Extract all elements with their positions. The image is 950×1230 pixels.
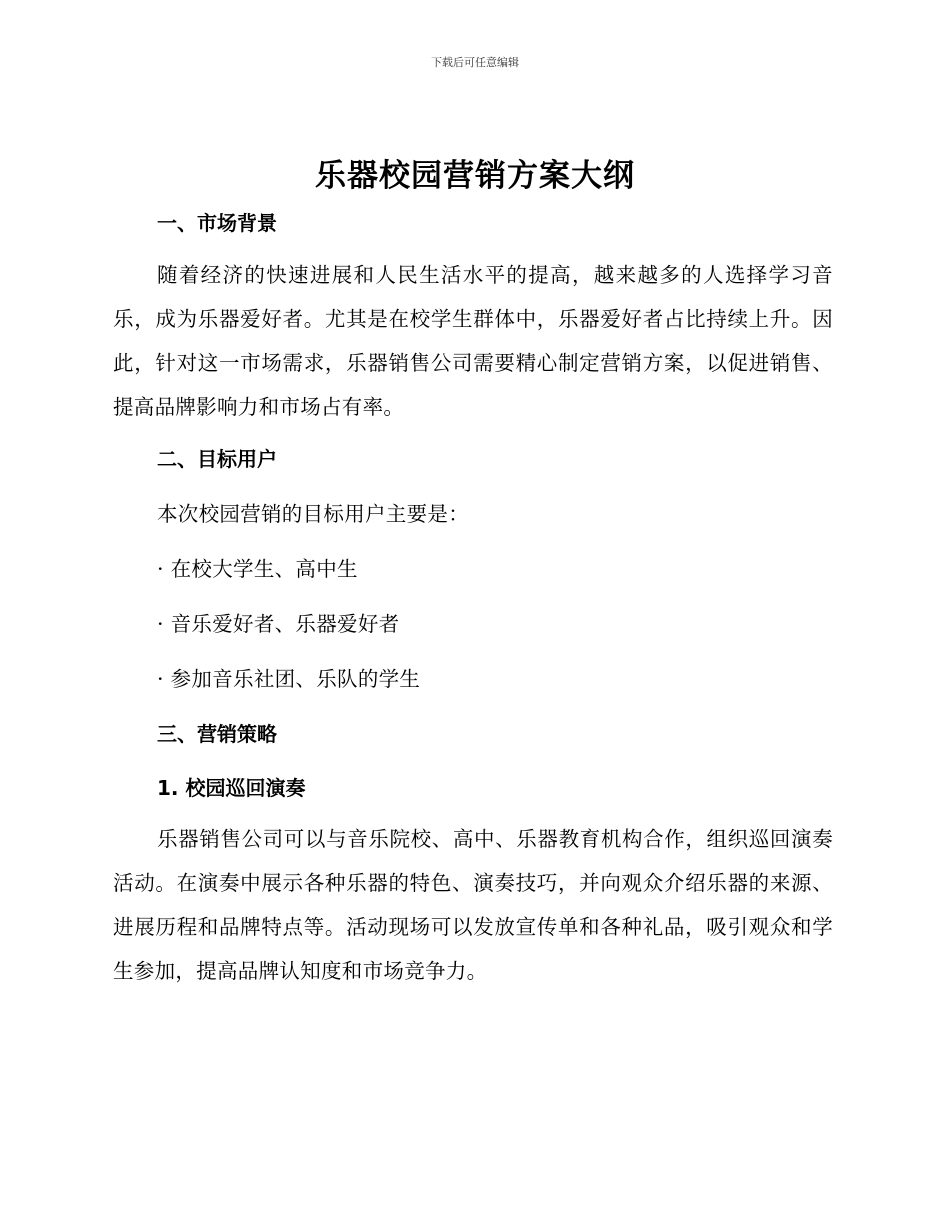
- list-item: · 在校大学生、高中生: [157, 557, 358, 581]
- section-heading-target-users: 二、目标用户: [157, 447, 277, 471]
- subsection-heading-campus-tour: 1. 校园巡回演奏: [157, 776, 306, 800]
- header-note: 下载后可任意编辑: [431, 56, 519, 69]
- paragraph-market-background: 随着经济的快速进展和人民生活水平的提高，越来越多的人选择学习音乐，成为乐器爱好者。尤其是在校学生群体中，乐器爱好者占比持续上升。因此，针对这一市场需求，乐器销售公司需要精心制定营销方案，以促进销售、提高品牌影响力和市场占有率。: [113, 263, 833, 419]
- target-users-intro: 本次校园营销的目标用户主要是：: [157, 502, 469, 526]
- list-item: · 音乐爱好者、乐器爱好者: [157, 612, 400, 636]
- document-title: 乐器校园营销方案大纲: [315, 158, 635, 194]
- paragraph-campus-tour: 乐器销售公司可以与音乐院校、高中、乐器教育机构合作，组织巡回演奏活动。在演奏中展示各种乐器的特色、演奏技巧，并向观众介绍乐器的来源、进展历程和品牌特点等。活动现场可以发放宣传单和各种礼品，吸引观众和学生参加，提高品牌认知度和市场竞争力。: [113, 827, 833, 983]
- section-heading-marketing-strategy: 三、营销策略: [157, 722, 277, 746]
- list-item: · 参加音乐社团、乐队的学生: [157, 667, 421, 691]
- section-heading-market-background: 一、市场背景: [157, 211, 277, 235]
